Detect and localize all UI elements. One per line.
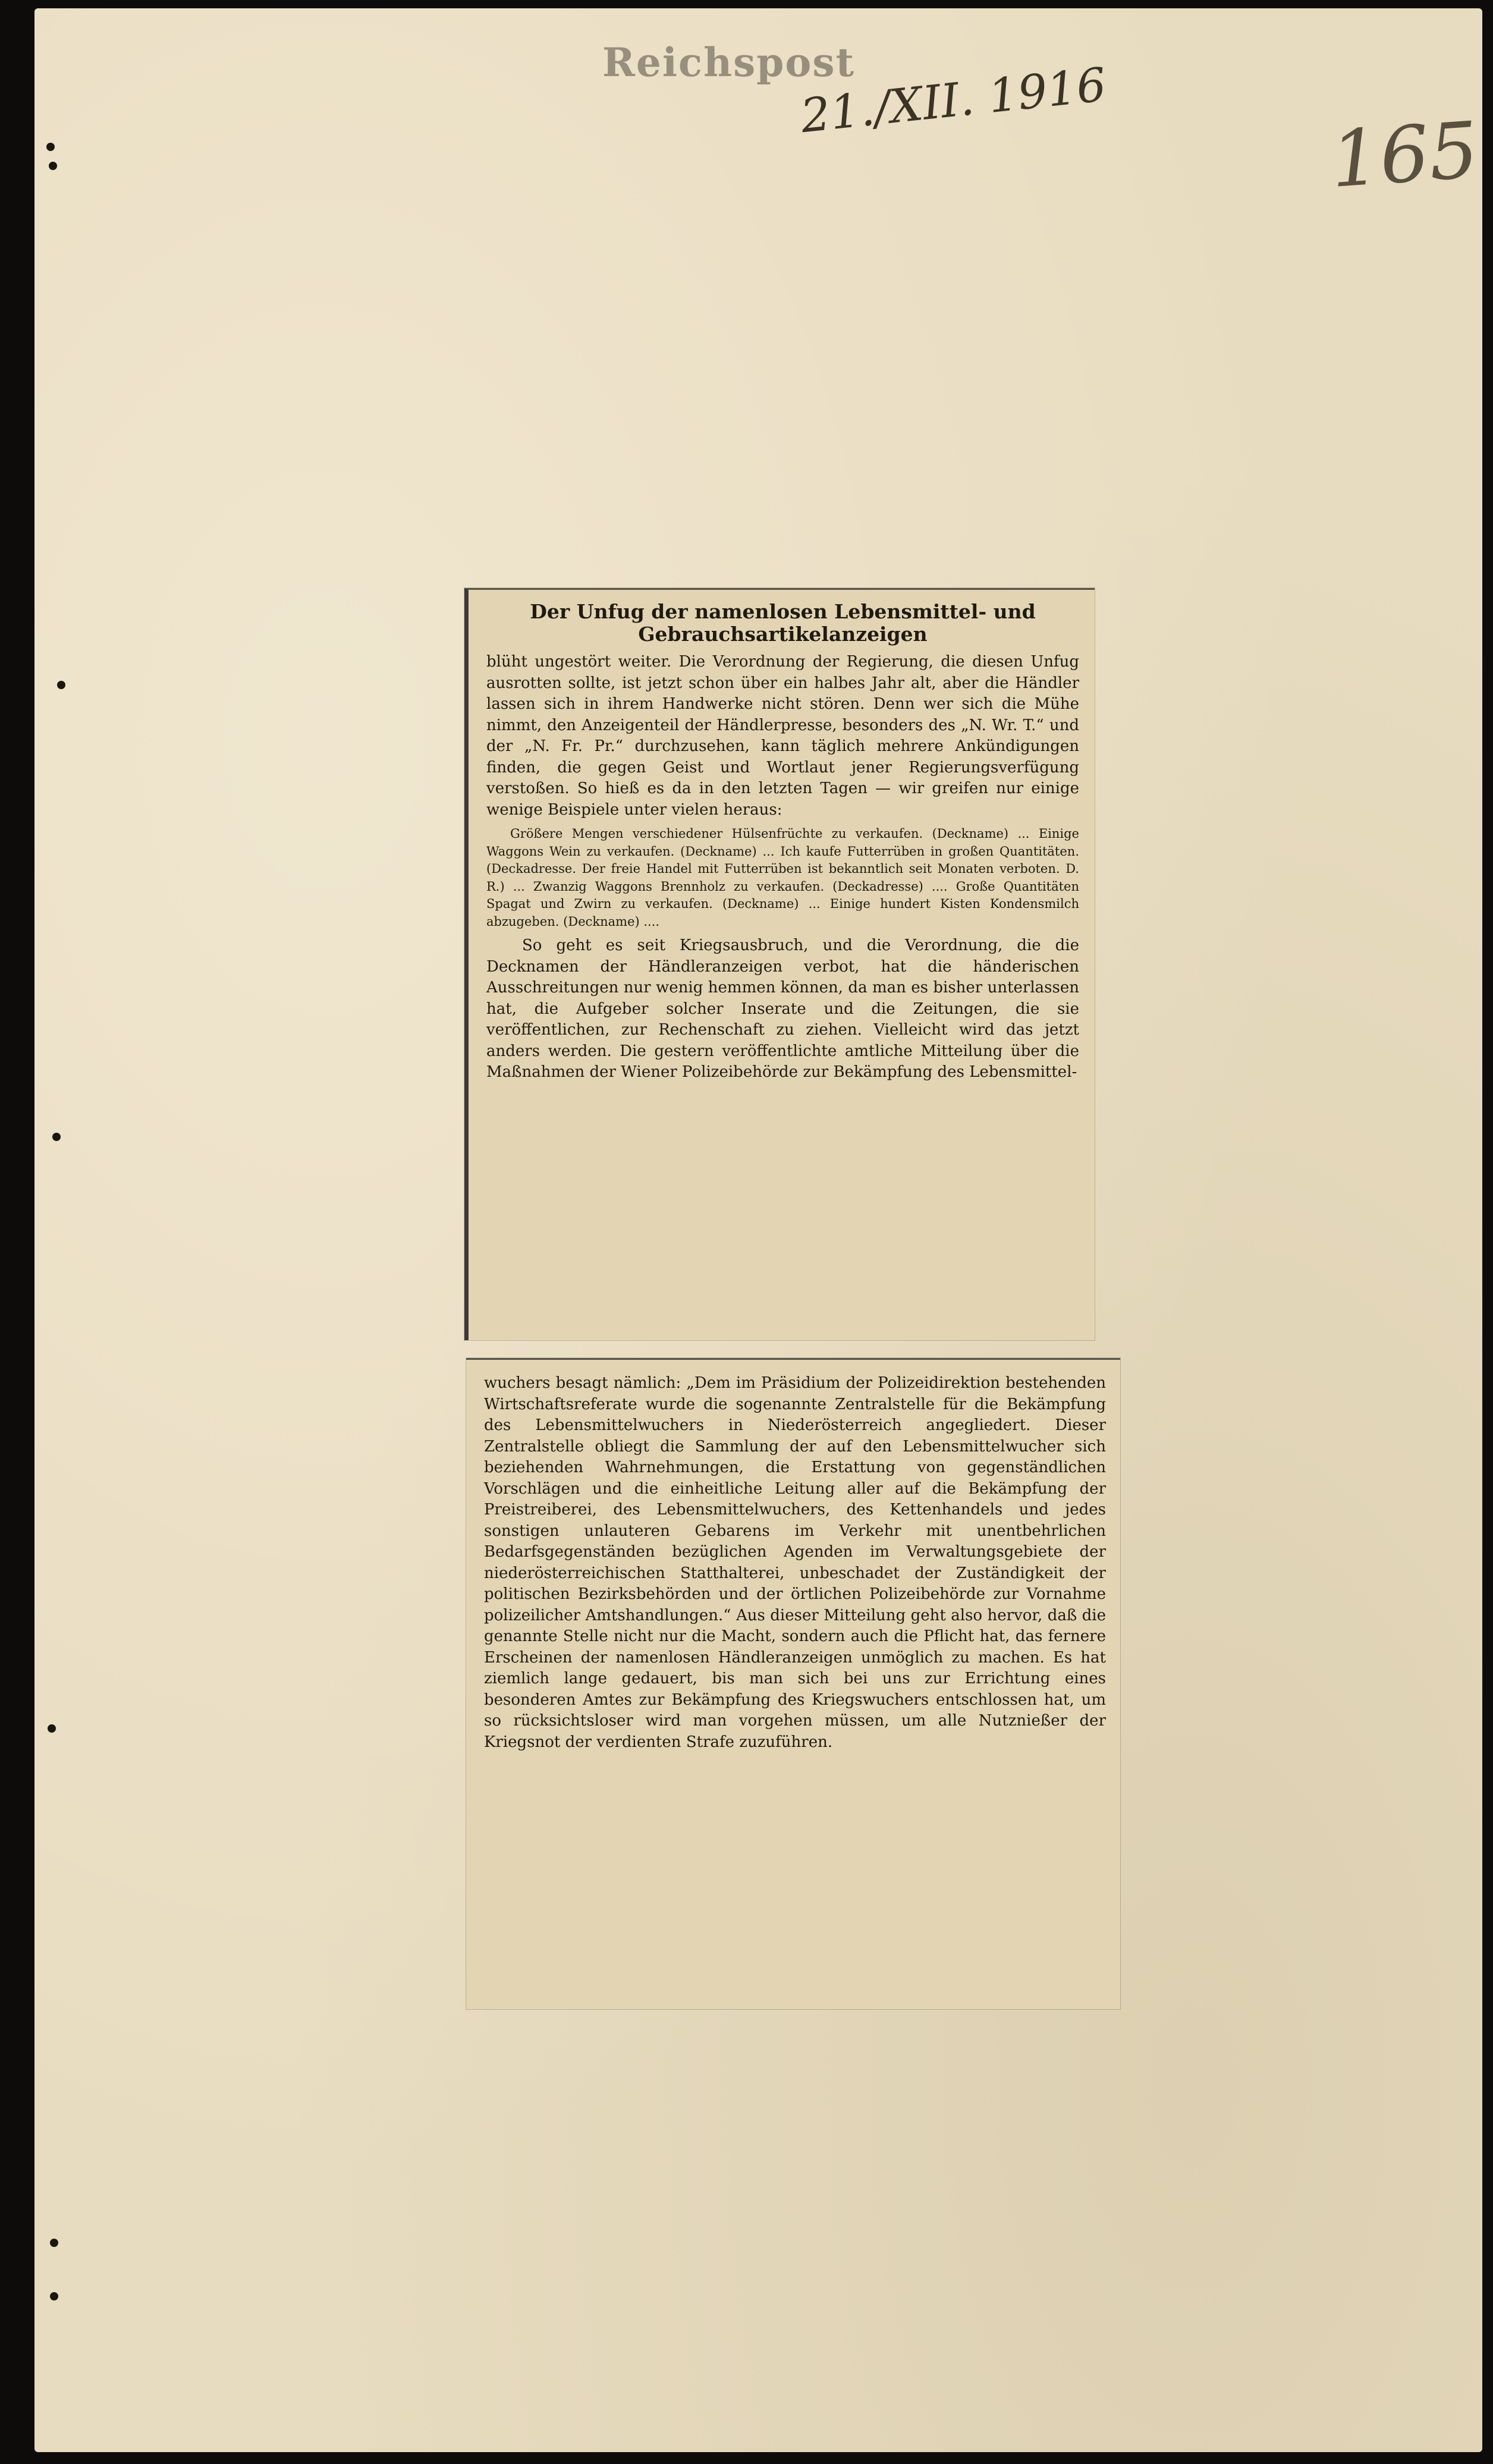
clipping-headline: Der Unfug der namenlosen Lebensmittel- und Gebrauchsartikelanzeigen <box>530 600 1036 646</box>
punch-hole <box>57 681 65 689</box>
punch-hole <box>52 1133 61 1141</box>
newspaper-clipping-bottom <box>466 1358 1120 2009</box>
newspaper-stamp: Reichspost <box>602 39 856 86</box>
clipping-paragraph-3: wuchers besagt nämlich: „Dem im Präsidium der Polizeidirektion bestehenden Wirtschaftsreferate wurde die sogenannte Zentralstelle für die Bekämpfung des Lebensmittelwuchers in Niederösterreich angegliedert. Dieser Zentralstelle obliegt die Sammlung der auf den Lebensmittelwucher sich beziehenden Wahrnehmungen, die Erstattung von gegenständlichen Vorschlägen und die einheitliche Leitung aller auf die Bekämpfung der Preistreiberei, des Lebensmittelwuchers, des Kettenhandels und jedes sonstigen unlauteren Gebarens im Verkehr mit unentbehrlichen Bedarfsgegenständen bezüglichen Agenden im Verwaltungsgebiete der niederösterreichischen Statthalterei, unbeschadet der Zuständigkeit der politischen Bezirksbehörden und der örtlichen Polizeibehörde zur Vornahme polizeilicher Amtshandlungen.“ Aus dieser Mitteilung geht also hervor, daß die genannte Stelle nicht nur die Macht, sondern auch die Pflicht hat, das fernere Erscheinen der namenlosen Händleranzeigen unmöglich zu machen. Es hat ziemlich lange gedauert, bis man sich bei uns zur Errichtung eines besonderen Amtes zur Bekämpfung des Kriegswuchers entschlossen hat, um so rücksichtsloser wird man vorgehen müssen, um alle Nutznießer der Kriegsnot der verdienten Strafe zuzuführen. <box>484 1374 1106 1751</box>
newspaper-clipping-top <box>464 588 1095 1340</box>
clipping-paragraph-1: blüht ungestört weiter. Die Verordnung der Regierung, die diesen Unfug ausrotten sollte, ist jetzt schon über ein halbes Jahr alt, aber die Händler lassen sich in ihrem Handwerke nicht stören. Denn wer sich die Mühe nimmt, den Anzeigenteil der Händlerpresse, besonders des „N. Wr. T.“ und der „N. Fr. Pr.“ durchzusehen, kann täglich mehrere Ankündigungen finden, die gegen Geist und Wortlaut jener Regierungsverfügung verstoßen. So hieß es da in den letzten Tagen — wir greifen nur einige wenige Beispiele unter vielen heraus: <box>486 653 1079 819</box>
punch-hole <box>50 2292 58 2300</box>
archive-sheet <box>34 8 1482 2452</box>
clipping-examples: Größere Mengen verschiedener Hülsenfrüchte zu verkaufen. (Deckname) ... Einige Waggons Wein zu verkaufen. (Deckname) ... Ich kaufe Futterrüben in großen Quantitäten. (Deckadresse. Der freie Handel mit Futterrüben ist bekanntlich seit Monaten verboten. D. R.) ... Zwanzig Waggons Brennholz zu verkaufen. (Deckadresse) .... Große Quantitäten Spagat und Zwirn zu verkaufen. (Deckname) ... Einige hundert Kisten Kondensmilch abzugeben. (Deckname) .... <box>486 826 1079 929</box>
punch-hole <box>48 1724 56 1733</box>
handwritten-date: 21./XII. 1916 <box>798 58 1109 144</box>
folio-number: 165 <box>1328 104 1482 205</box>
punch-hole <box>49 162 57 170</box>
punch-hole <box>50 2239 58 2247</box>
clipping-paragraph-2: So geht es seit Kriegsausbruch, und die Verordnung, die die Decknamen der Händleranzeigen verbot, hat die händerischen Ausschreitungen nur wenig hemmen können, da man es bisher unterlassen hat, die Aufgeber solcher Inserate und die Zeitungen, die sie veröffentlichen, zur Rechenschaft zu ziehen. Vielleicht wird das jetzt anders werden. Die gestern veröffentlichte amtliche Mitteilung über die Maßnahmen der Wiener Polizeibehörde zur Bekämpfung des Lebensmittel- <box>486 936 1079 1081</box>
punch-hole <box>46 143 55 151</box>
